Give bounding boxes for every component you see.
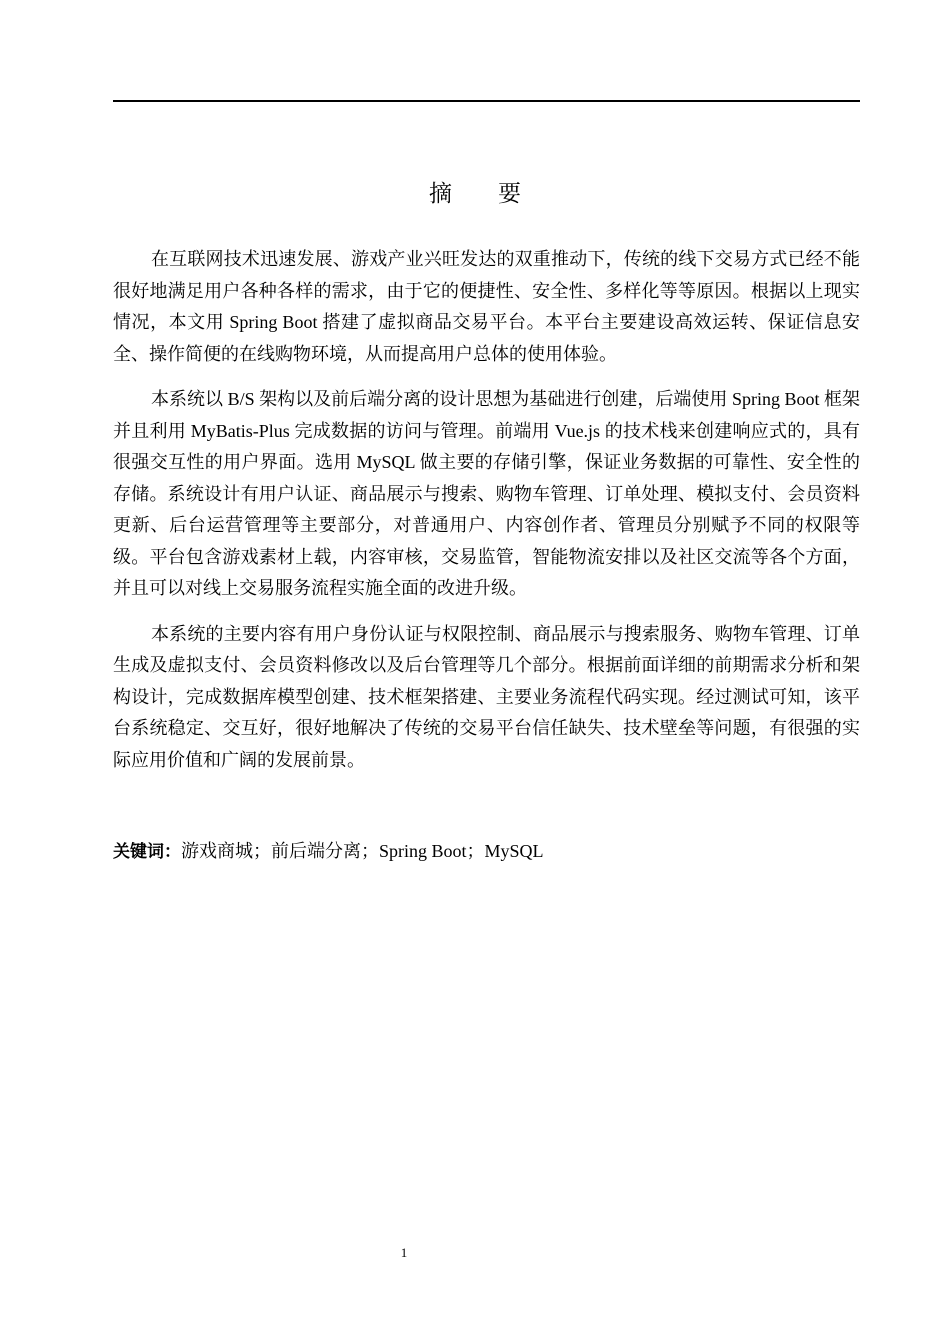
abstract-title — [0, 176, 950, 212]
abstract-body — [113, 244, 860, 790]
title-char-2: 要 — [498, 181, 521, 207]
keywords-line — [113, 836, 860, 867]
header-rule — [113, 100, 860, 102]
page-number: 1 — [400, 1245, 408, 1260]
abstract-paragraph-1: 在互联网技术迅速发展、游戏产业兴旺发达的双重推动下，传统的线下交易方式已经不能很好地满足用户各种各样的需求，由于它的便捷性、安全性、多样化等等原因。根据以上现实情况，本文用 Spring Boot 搭建了虚拟商品交易平台。本平台主要建设高效运转、保证信息安全、操作简便的在线购物环境，从而提高用户总体的使用体验。 — [113, 249, 860, 364]
keywords-label: 关键词： — [113, 842, 181, 862]
keywords-value: 游戏商城；前后端分离；Spring Boot；MySQL — [181, 841, 544, 861]
abstract-paragraph-2: 本系统以 B/S 架构以及前后端分离的设计思想为基础进行创建，后端使用 Spring Boot 框架并且利用 MyBatis-Plus 完成数据的访问与管理。前端用 Vue.js 的技术栈来创建响应式的，具有很强交互性的用户界面。选用 MySQL 做主要的存储引擎，保证业务数据的可靠性、安全性的存储。系统设计有用户认证、商品展示与搜索、购物车管理、订单处理、模拟支付、会员资料更新、后台运营管理等主要部分，对普通用户、内容创作者、管理员分别赋予不同的权限等级。平台包含游戏素材上载，内容审核，交易监管，智能物流安排以及社区交流等各个方面，并且可以对线上交易服务流程实施全面的改进升级。 — [113, 389, 860, 598]
title-char-1: 摘 — [429, 181, 452, 207]
abstract-paragraph-3: 本系统的主要内容有用户身份认证与权限控制、商品展示与搜索服务、购物车管理、订单生成及虚拟支付、会员资料修改以及后台管理等几个部分。根据前面详细的前期需求分析和架构设计，完成数据库模型创建、技术框架搭建、主要业务流程代码实现。经过测试可知，该平台系统稳定、交互好，很好地解决了传统的交易平台信任缺失、技术壁垒等问题，有很强的实际应用价值和广阔的发展前景。 — [113, 623, 860, 770]
